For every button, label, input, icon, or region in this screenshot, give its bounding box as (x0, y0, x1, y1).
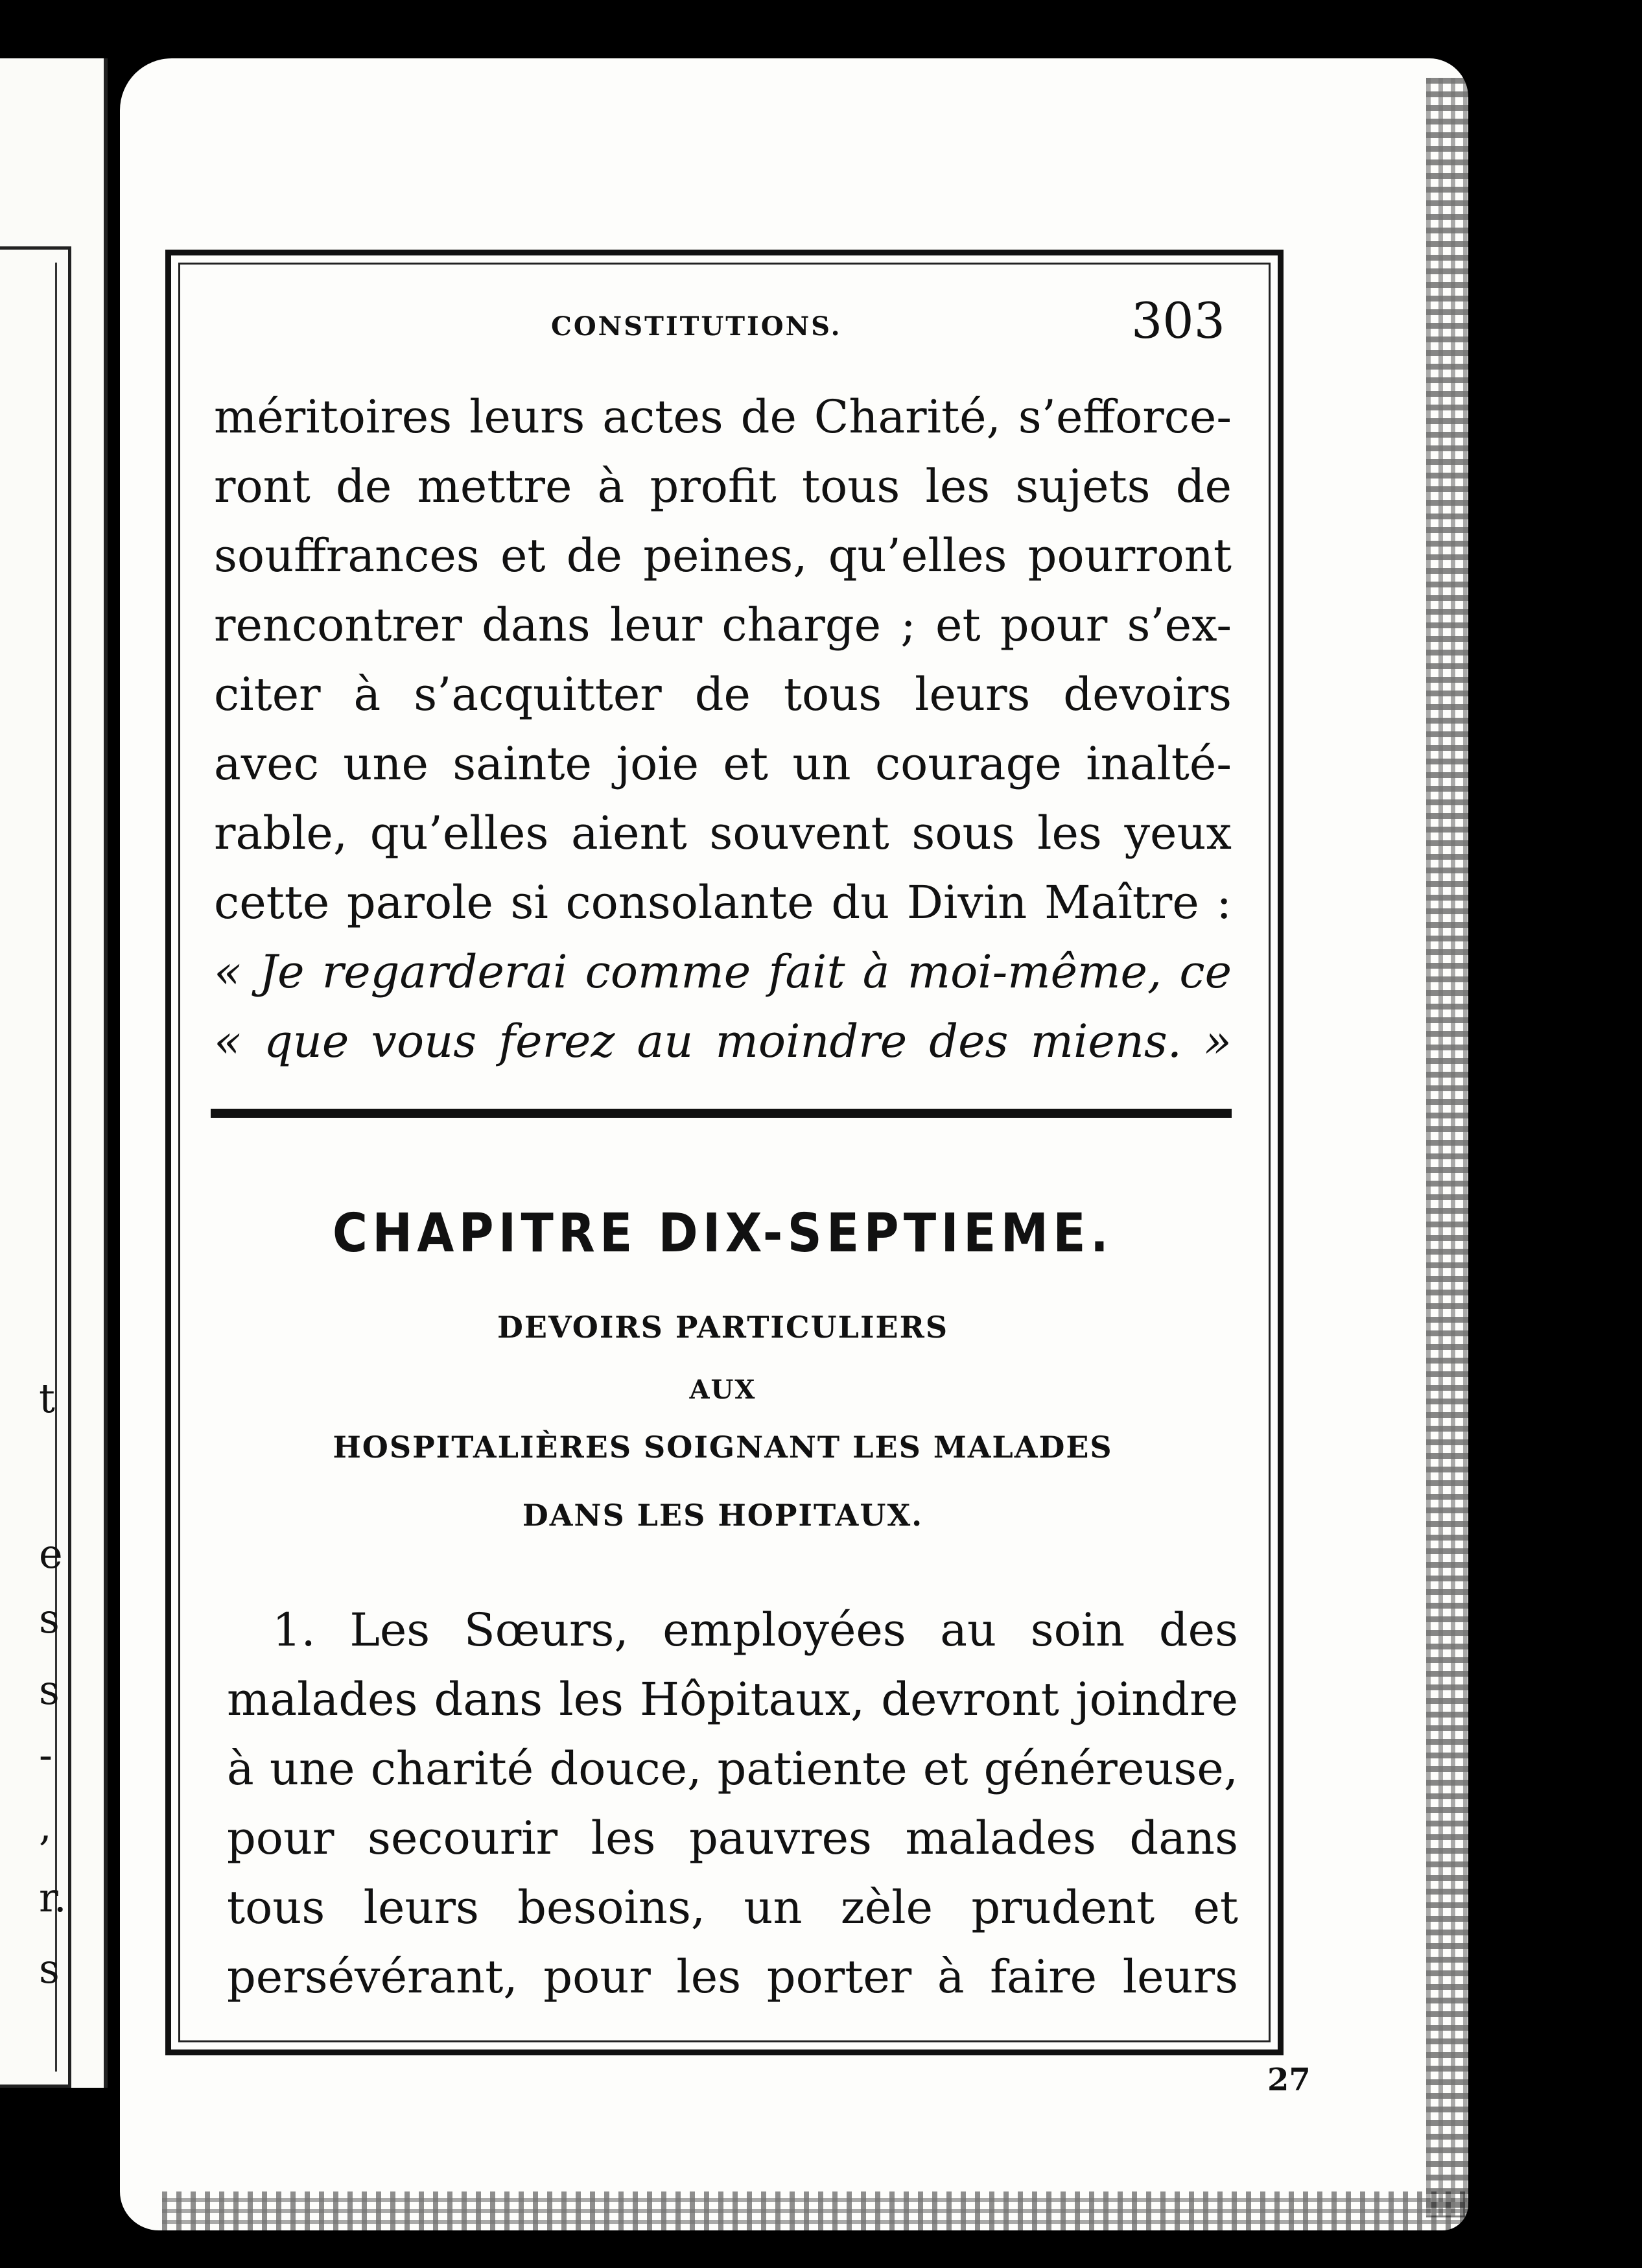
chapter-subtitle: AUX (689, 1375, 756, 1405)
adjacent-page-fragment: r. (39, 1874, 67, 1921)
text-line: malades dans les Hôpitaux, devront joindre (227, 1673, 1238, 1726)
chapter-subtitle: DANS LES HOPITAUX. (522, 1498, 924, 1533)
text-line: à une charité douce, patiente et généreuse, (227, 1742, 1238, 1795)
text-line: ront de mettre à profit tous les sujets de (214, 460, 1232, 513)
adjacent-page-fragment: t (39, 1375, 55, 1422)
chapter-subtitle: HOSPITALIÈRES SOIGNANT LES MALADES (333, 1430, 1113, 1465)
text-line: rable, qu’elles aient souvent sous les yeux (214, 807, 1232, 860)
page-number: 303 (1131, 292, 1225, 349)
quote-line: « que vous ferez au moindre des miens. » (214, 1015, 1232, 1068)
page-edge-noise (1426, 78, 1497, 2217)
chapter-title: CHAPITRE DIX-SEPTIEME. (332, 1203, 1114, 1264)
text-line: souffrances et de peines, qu’elles pourront (214, 529, 1232, 582)
running-head: CONSTITUTIONS. (551, 311, 842, 342)
text-line: avec une sainte joie et un courage inalté- (214, 737, 1232, 790)
text-line: tous leurs besoins, un zèle prudent et (227, 1881, 1238, 1934)
adjacent-page-fragment: , (39, 1802, 52, 1850)
adjacent-page-fragment: - (39, 1731, 53, 1778)
text-line: pour secourir les pauvres malades dans (227, 1812, 1238, 1865)
adjacent-page-frame (0, 246, 71, 2088)
adjacent-page-fragment: s (39, 1595, 60, 1642)
section-paragraph (227, 1595, 1238, 2011)
section-divider-rule (211, 1109, 1232, 1118)
signature-mark: 27 (1267, 2062, 1311, 2098)
page-header (214, 292, 1225, 350)
text-line: 1. Les Sœurs, employées au soin des (272, 1603, 1238, 1657)
page-bottom-noise (162, 2191, 1491, 2268)
text-line: rencontrer dans leur charge ; et pour s’ex- (214, 598, 1232, 652)
quote-line: « Je regarderai comme fait à moi-même, ce (214, 945, 1232, 998)
adjacent-page-fragment: s (39, 1945, 60, 1992)
body-paragraph (214, 383, 1232, 1076)
adjacent-page-strip (0, 58, 108, 2088)
text-line: méritoires leurs actes de Charité, s’efforce- (214, 390, 1232, 443)
text-line: cette parole si consolante du Divin Maître : (214, 876, 1232, 929)
text-line: persévérant, pour les porter à faire leurs (227, 1950, 1238, 2003)
adjacent-page-fragment: s (39, 1666, 60, 1714)
chapter-subtitle: DEVOIRS PARTICULIERS (497, 1310, 949, 1345)
text-line: citer à s’acquitter de tous leurs devoirs (214, 668, 1232, 721)
adjacent-page-inner-rule (0, 263, 57, 2072)
adjacent-page-fragment: e (39, 1530, 63, 1577)
